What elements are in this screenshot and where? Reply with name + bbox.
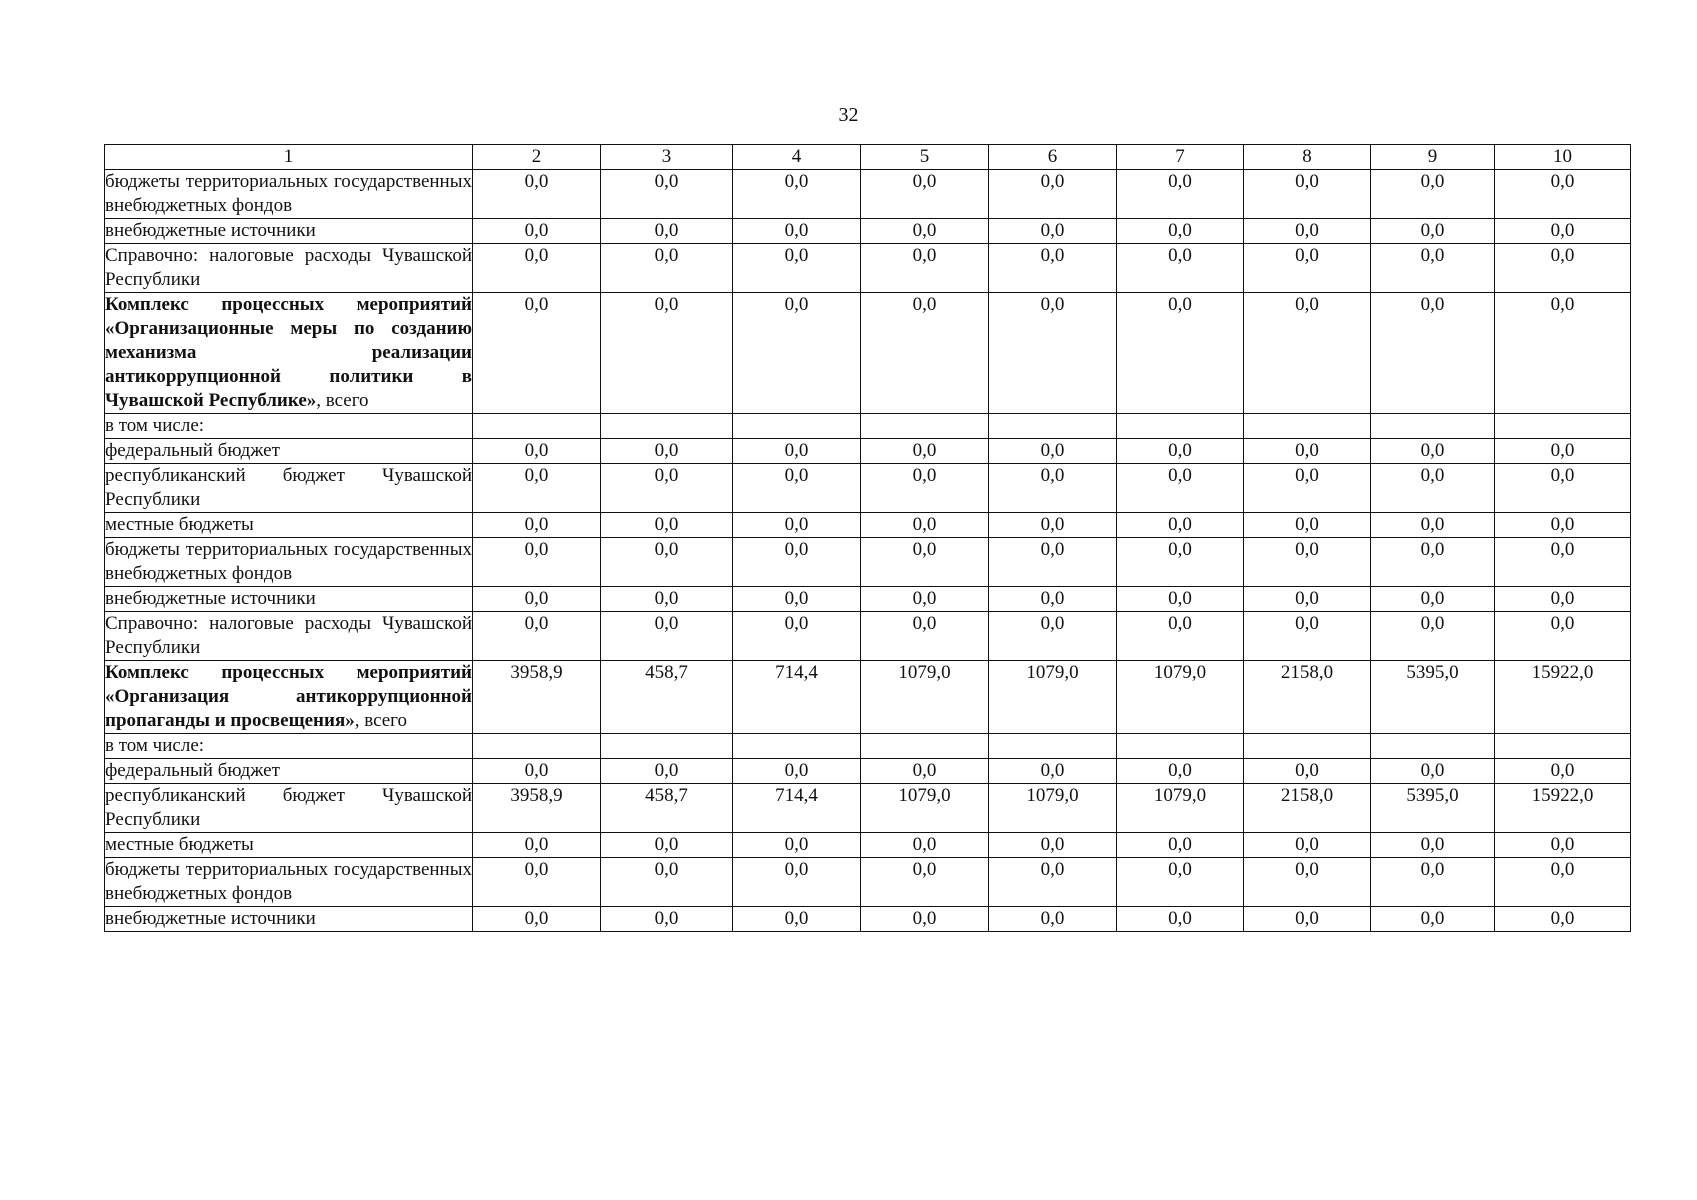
row-label	[105, 734, 473, 759]
row-label	[105, 538, 473, 587]
row-label-text: Справочно: налоговые расходы Чувашской Республики	[105, 245, 472, 290]
column-header-9: 9	[1371, 145, 1495, 170]
value-cell: 714,4	[733, 784, 861, 833]
value-cell: 458,7	[601, 661, 733, 734]
value-cell: 0,0	[1371, 858, 1495, 907]
value-cell: 0,0	[1371, 833, 1495, 858]
value-cell: 0,0	[1117, 464, 1244, 513]
value-cell: 0,0	[601, 612, 733, 661]
row-label	[105, 759, 473, 784]
row-label	[105, 784, 473, 833]
value-cell: 0,0	[861, 293, 989, 414]
value-cell: 0,0	[601, 293, 733, 414]
value-cell	[1117, 414, 1244, 439]
value-cell: 0,0	[473, 907, 601, 932]
value-cell: 0,0	[601, 858, 733, 907]
value-cell	[1244, 734, 1371, 759]
value-cell: 1079,0	[1117, 784, 1244, 833]
value-cell: 1079,0	[989, 784, 1117, 833]
value-cell: 0,0	[1495, 513, 1631, 538]
value-cell: 0,0	[1371, 612, 1495, 661]
value-cell: 0,0	[1117, 293, 1244, 414]
value-cell: 0,0	[1495, 858, 1631, 907]
table-row	[105, 759, 1631, 784]
value-cell: 0,0	[1244, 833, 1371, 858]
value-cell: 0,0	[989, 833, 1117, 858]
page-number: 32	[838, 104, 859, 126]
row-label-text: местные бюджеты	[105, 514, 254, 535]
value-cell: 0,0	[733, 612, 861, 661]
value-cell	[861, 414, 989, 439]
column-header-2: 2	[473, 145, 601, 170]
value-cell: 3958,9	[473, 784, 601, 833]
value-cell: 0,0	[1495, 439, 1631, 464]
value-cell: 0,0	[861, 858, 989, 907]
value-cell: 0,0	[1495, 833, 1631, 858]
value-cell: 0,0	[989, 858, 1117, 907]
column-header-4: 4	[733, 145, 861, 170]
table-row	[105, 734, 1631, 759]
value-cell: 0,0	[861, 587, 989, 612]
value-cell: 0,0	[473, 587, 601, 612]
table-row	[105, 587, 1631, 612]
table-row	[105, 464, 1631, 513]
row-label-title: Комплекс процессных мероприятий «Организация антикоррупционной пропаганды и просвещения»	[105, 662, 472, 731]
value-cell	[601, 414, 733, 439]
value-cell	[473, 414, 601, 439]
row-label	[105, 612, 473, 661]
value-cell: 0,0	[601, 587, 733, 612]
value-cell: 0,0	[1244, 858, 1371, 907]
value-cell: 0,0	[1371, 587, 1495, 612]
table-row	[105, 612, 1631, 661]
value-cell: 0,0	[473, 244, 601, 293]
value-cell: 0,0	[601, 513, 733, 538]
row-label-text: федеральный бюджет	[105, 440, 280, 461]
value-cell	[989, 734, 1117, 759]
table-row	[105, 439, 1631, 464]
value-cell: 0,0	[733, 439, 861, 464]
value-cell: 0,0	[989, 612, 1117, 661]
value-cell: 0,0	[733, 759, 861, 784]
value-cell: 0,0	[473, 439, 601, 464]
value-cell: 0,0	[601, 439, 733, 464]
value-cell: 0,0	[473, 858, 601, 907]
table-row	[105, 293, 1631, 414]
value-cell	[989, 414, 1117, 439]
column-header-7: 7	[1117, 145, 1244, 170]
value-cell: 0,0	[861, 219, 989, 244]
value-cell: 0,0	[733, 833, 861, 858]
value-cell: 0,0	[861, 907, 989, 932]
value-cell	[1495, 414, 1631, 439]
value-cell: 0,0	[1244, 293, 1371, 414]
row-label	[105, 170, 473, 219]
value-cell: 0,0	[1244, 244, 1371, 293]
value-cell: 1079,0	[989, 661, 1117, 734]
value-cell: 0,0	[733, 170, 861, 219]
value-cell: 0,0	[1495, 538, 1631, 587]
table-row	[105, 858, 1631, 907]
value-cell: 15922,0	[1495, 661, 1631, 734]
value-cell: 2158,0	[1244, 661, 1371, 734]
value-cell: 0,0	[733, 219, 861, 244]
column-header-1: 1	[105, 145, 473, 170]
value-cell: 0,0	[1244, 439, 1371, 464]
value-cell: 0,0	[989, 587, 1117, 612]
value-cell: 458,7	[601, 784, 733, 833]
row-label-text: местные бюджеты	[105, 834, 254, 855]
row-label	[105, 244, 473, 293]
value-cell: 0,0	[1117, 513, 1244, 538]
value-cell: 0,0	[989, 219, 1117, 244]
value-cell	[733, 414, 861, 439]
value-cell: 0,0	[1495, 612, 1631, 661]
value-cell: 1079,0	[861, 661, 989, 734]
row-label	[105, 833, 473, 858]
value-cell	[601, 734, 733, 759]
value-cell: 0,0	[861, 538, 989, 587]
value-cell: 0,0	[473, 612, 601, 661]
value-cell: 0,0	[473, 464, 601, 513]
value-cell: 1079,0	[861, 784, 989, 833]
value-cell: 0,0	[1244, 587, 1371, 612]
value-cell: 0,0	[601, 907, 733, 932]
value-cell: 0,0	[1371, 907, 1495, 932]
value-cell: 0,0	[1244, 538, 1371, 587]
row-label-text: , всего	[354, 710, 407, 731]
value-cell: 0,0	[1371, 439, 1495, 464]
row-label	[105, 858, 473, 907]
value-cell: 0,0	[473, 170, 601, 219]
value-cell: 0,0	[1244, 907, 1371, 932]
value-cell: 0,0	[601, 464, 733, 513]
column-header-10: 10	[1495, 145, 1631, 170]
value-cell: 0,0	[1495, 219, 1631, 244]
value-cell: 0,0	[1371, 538, 1495, 587]
value-cell: 0,0	[601, 170, 733, 219]
header-row	[105, 145, 1631, 170]
value-cell: 0,0	[473, 833, 601, 858]
value-cell	[1495, 734, 1631, 759]
value-cell	[1117, 734, 1244, 759]
row-label-text: бюджеты территориальных государственных внебюджетных фондов	[105, 539, 472, 584]
value-cell: 0,0	[1244, 612, 1371, 661]
value-cell: 714,4	[733, 661, 861, 734]
value-cell: 0,0	[1117, 759, 1244, 784]
table-row	[105, 219, 1631, 244]
value-cell: 0,0	[1117, 219, 1244, 244]
value-cell: 0,0	[1117, 858, 1244, 907]
value-cell: 0,0	[1117, 612, 1244, 661]
value-cell: 0,0	[733, 907, 861, 932]
value-cell: 0,0	[473, 219, 601, 244]
value-cell: 0,0	[989, 513, 1117, 538]
value-cell: 0,0	[861, 170, 989, 219]
value-cell: 0,0	[1495, 759, 1631, 784]
value-cell: 0,0	[1117, 907, 1244, 932]
value-cell: 0,0	[733, 858, 861, 907]
value-cell: 0,0	[1244, 170, 1371, 219]
table-row	[105, 513, 1631, 538]
row-label-title: Комплекс процессных мероприятий «Организационные меры по созданию механизма реализации антикоррупционной политики в Чувашской Республике»	[105, 294, 472, 411]
row-label	[105, 414, 473, 439]
row-label	[105, 464, 473, 513]
value-cell: 0,0	[1371, 244, 1495, 293]
value-cell: 0,0	[601, 244, 733, 293]
value-cell: 15922,0	[1495, 784, 1631, 833]
value-cell: 0,0	[1495, 293, 1631, 414]
value-cell: 0,0	[601, 833, 733, 858]
value-cell: 0,0	[989, 538, 1117, 587]
value-cell: 3958,9	[473, 661, 601, 734]
value-cell: 0,0	[1244, 219, 1371, 244]
value-cell: 0,0	[1244, 513, 1371, 538]
value-cell: 0,0	[1495, 907, 1631, 932]
value-cell: 0,0	[1371, 293, 1495, 414]
row-label-text: в том числе:	[105, 735, 205, 756]
row-label-text: внебюджетные источники	[105, 588, 316, 609]
value-cell: 0,0	[861, 513, 989, 538]
value-cell: 0,0	[1495, 464, 1631, 513]
value-cell: 0,0	[1495, 170, 1631, 219]
row-label-text: внебюджетные источники	[105, 908, 316, 929]
row-label	[105, 439, 473, 464]
value-cell: 0,0	[1371, 219, 1495, 244]
value-cell: 0,0	[989, 170, 1117, 219]
value-cell: 0,0	[601, 759, 733, 784]
budget-table	[104, 144, 1631, 932]
table-row	[105, 661, 1631, 734]
value-cell: 0,0	[1117, 538, 1244, 587]
row-label-text: республиканский бюджет Чувашской Республики	[105, 465, 472, 510]
row-label-text: в том числе:	[105, 415, 205, 436]
row-label	[105, 661, 473, 734]
value-cell	[1371, 734, 1495, 759]
row-label	[105, 907, 473, 932]
value-cell	[473, 734, 601, 759]
row-label	[105, 513, 473, 538]
column-header-3: 3	[601, 145, 733, 170]
column-header-6: 6	[989, 145, 1117, 170]
value-cell: 0,0	[989, 464, 1117, 513]
value-cell: 0,0	[601, 538, 733, 587]
value-cell: 0,0	[473, 513, 601, 538]
value-cell: 0,0	[989, 293, 1117, 414]
row-label-text: внебюджетные источники	[105, 220, 316, 241]
row-label	[105, 219, 473, 244]
value-cell: 0,0	[733, 587, 861, 612]
table-header	[105, 145, 1631, 170]
value-cell	[861, 734, 989, 759]
table-row	[105, 538, 1631, 587]
value-cell: 0,0	[1244, 464, 1371, 513]
value-cell: 0,0	[601, 219, 733, 244]
value-cell: 0,0	[1371, 513, 1495, 538]
value-cell: 0,0	[1117, 244, 1244, 293]
value-cell: 0,0	[733, 244, 861, 293]
value-cell: 0,0	[1244, 759, 1371, 784]
row-label-text: , всего	[316, 390, 369, 411]
table-row	[105, 244, 1631, 293]
value-cell: 0,0	[1495, 244, 1631, 293]
value-cell	[1244, 414, 1371, 439]
value-cell: 0,0	[1495, 587, 1631, 612]
value-cell: 0,0	[473, 759, 601, 784]
value-cell: 0,0	[733, 538, 861, 587]
value-cell: 0,0	[989, 439, 1117, 464]
value-cell: 0,0	[473, 538, 601, 587]
column-header-5: 5	[861, 145, 989, 170]
row-label-text: Справочно: налоговые расходы Чувашской Республики	[105, 613, 472, 658]
value-cell: 0,0	[861, 833, 989, 858]
value-cell: 0,0	[1117, 439, 1244, 464]
value-cell: 0,0	[989, 244, 1117, 293]
value-cell: 0,0	[1117, 587, 1244, 612]
value-cell: 0,0	[989, 759, 1117, 784]
value-cell	[733, 734, 861, 759]
row-label-text: бюджеты территориальных государственных внебюджетных фондов	[105, 859, 472, 904]
value-cell: 0,0	[861, 244, 989, 293]
value-cell: 0,0	[1371, 759, 1495, 784]
row-label	[105, 293, 473, 414]
row-label-text: республиканский бюджет Чувашской Республики	[105, 785, 472, 830]
value-cell: 0,0	[861, 759, 989, 784]
row-label	[105, 587, 473, 612]
column-header-8: 8	[1244, 145, 1371, 170]
value-cell: 0,0	[989, 907, 1117, 932]
row-label-text: бюджеты территориальных государственных внебюджетных фондов	[105, 171, 472, 216]
table-row	[105, 170, 1631, 219]
table-body	[105, 170, 1631, 932]
value-cell: 0,0	[861, 439, 989, 464]
value-cell: 5395,0	[1371, 661, 1495, 734]
value-cell: 0,0	[1371, 464, 1495, 513]
value-cell: 0,0	[1371, 170, 1495, 219]
value-cell: 0,0	[733, 513, 861, 538]
value-cell: 0,0	[861, 612, 989, 661]
table-row	[105, 833, 1631, 858]
value-cell: 0,0	[473, 293, 601, 414]
table-row	[105, 907, 1631, 932]
table-row	[105, 784, 1631, 833]
value-cell	[1371, 414, 1495, 439]
value-cell: 0,0	[733, 464, 861, 513]
value-cell: 0,0	[1117, 170, 1244, 219]
value-cell: 0,0	[861, 464, 989, 513]
row-label-text: федеральный бюджет	[105, 760, 280, 781]
value-cell: 0,0	[733, 293, 861, 414]
value-cell: 0,0	[1117, 833, 1244, 858]
value-cell: 1079,0	[1117, 661, 1244, 734]
value-cell: 5395,0	[1371, 784, 1495, 833]
value-cell: 2158,0	[1244, 784, 1371, 833]
table-row	[105, 414, 1631, 439]
